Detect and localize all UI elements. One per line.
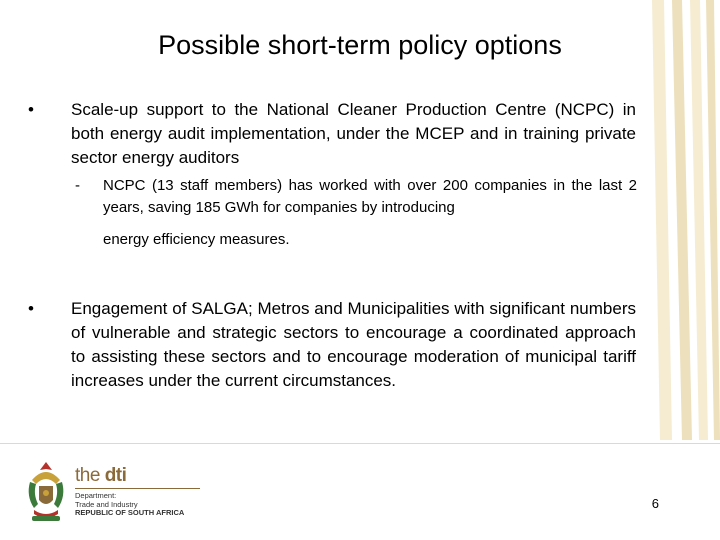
sub-bullet-ncpc-results: [75, 175, 637, 251]
slide-title: Possible short-term policy options: [158, 30, 562, 60]
department-text: [75, 492, 184, 518]
bullet-text: Scale-up support to the National Cleaner Production Centre (NCPC) in both energy audit implementation, under the MCEP and in training private sector energy auditors: [71, 100, 636, 167]
dept-line-1: Department:: [75, 491, 117, 500]
sub-bullet-marker: -: [75, 177, 80, 194]
dti-logo: [22, 460, 222, 526]
logo-rule: [75, 488, 200, 489]
bullet-ncpc: [28, 98, 636, 170]
logo-dti: dti: [104, 465, 127, 486]
sub-bullet-line-2: energy efficiency measures.: [103, 231, 290, 248]
bullet-salga: [28, 297, 636, 393]
page-number: 6: [651, 496, 659, 511]
logo-wordmark: [75, 465, 126, 487]
bullet-marker: •: [28, 299, 34, 318]
dept-line-2: Trade and Industry: [75, 499, 138, 509]
logo-the: the: [75, 465, 100, 486]
sub-bullet-line-1: NCPC (13 staff members) has worked with over 200 companies in the last 2 years, saving 185 GWh for companies by introducing: [103, 177, 637, 216]
bullet-marker: •: [28, 100, 34, 119]
footer-divider: [0, 443, 720, 444]
bullet-text: Engagement of SALGA; Metros and Municipalities with significant numbers of vulnerable and strategic sectors to encourage a coordinated approach to assisting these sectors and to encourage moderation of municipal tariff increases under the current circumstances.: [71, 299, 636, 390]
coat-of-arms-icon: [22, 460, 70, 526]
decorative-stripes: [642, 0, 720, 440]
sub-bullet-text: [103, 175, 637, 251]
dept-line-3: REPUBLIC OF SOUTH AFRICA: [75, 508, 185, 517]
